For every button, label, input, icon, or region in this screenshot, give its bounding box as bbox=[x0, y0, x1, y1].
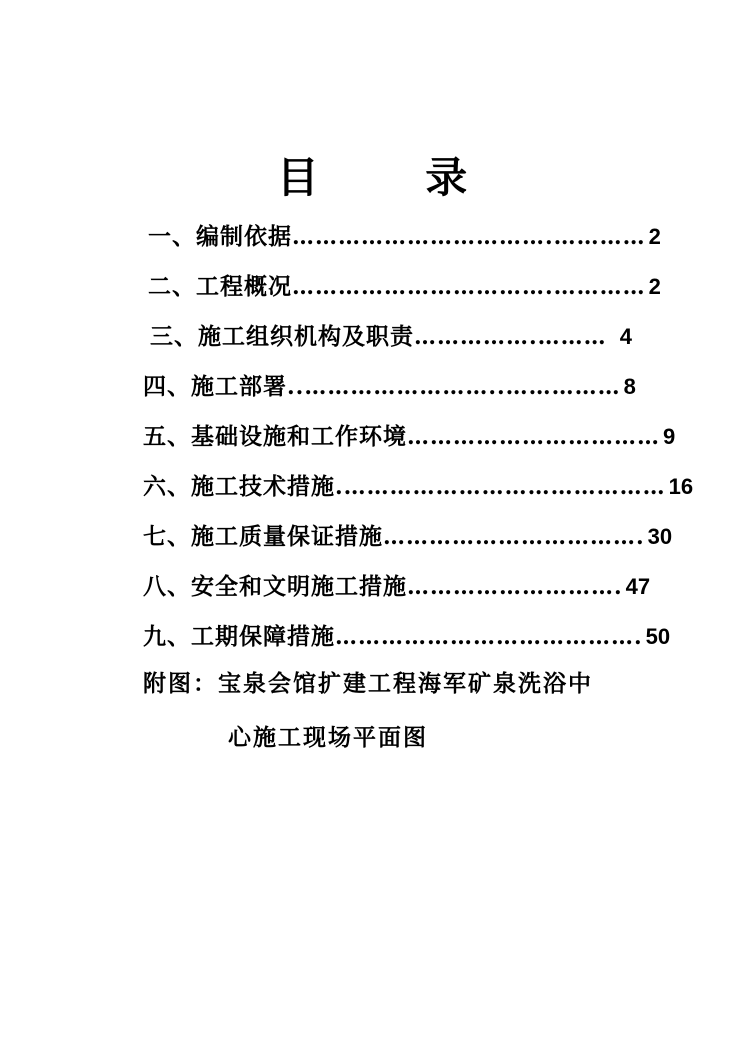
toc-entry-label: 一、编制依据 bbox=[148, 224, 292, 250]
toc-leader-dots: ……………………………. bbox=[383, 524, 645, 550]
toc-entry-7[interactable] bbox=[143, 520, 673, 554]
toc-entry-8[interactable] bbox=[143, 570, 651, 604]
toc-entry-label: 三、施工组织机构及职责 bbox=[150, 324, 414, 350]
toc-entry-label: 八、安全和文明施工措施 bbox=[143, 574, 407, 600]
toc-entry-9[interactable] bbox=[143, 620, 671, 654]
toc-entry-4[interactable] bbox=[143, 370, 636, 404]
toc-entry-label: 二、工程概况 bbox=[148, 274, 292, 300]
toc-page-number: 16 bbox=[668, 474, 694, 499]
toc-leader-dots: …………………………….………… bbox=[292, 274, 646, 300]
toc-page-number: 8 bbox=[623, 374, 636, 399]
toc-page-number: 9 bbox=[663, 424, 676, 449]
toc-page-number: 2 bbox=[648, 224, 661, 249]
toc-entry-6[interactable] bbox=[143, 470, 694, 504]
toc-leader-dots: …………………………… bbox=[407, 424, 660, 450]
toc-leader-dots: …………….……… bbox=[414, 324, 607, 350]
toc-entry-3[interactable] bbox=[150, 320, 632, 354]
toc-entry-label: 七、施工质量保证措施 bbox=[143, 524, 383, 550]
toc-entry-label: 六、施工技术措施 bbox=[143, 474, 335, 500]
toc-page-number: 30 bbox=[647, 524, 673, 549]
toc-entry-label: 五、基础设施和工作环境 bbox=[143, 424, 407, 450]
toc-leader-dots: …………………………………. bbox=[335, 624, 643, 650]
toc-entry-label: 九、工期保障措施 bbox=[143, 624, 335, 650]
toc-entry-1[interactable] bbox=[148, 220, 661, 254]
toc-leader-dots: .…………………………………… bbox=[335, 474, 666, 500]
toc-page-number: 50 bbox=[645, 624, 671, 649]
toc-leader-dots: ………………………. bbox=[407, 574, 623, 600]
toc-page-number: 4 bbox=[619, 324, 632, 349]
toc-page-number: 47 bbox=[625, 574, 651, 599]
toc-page-number: 2 bbox=[648, 274, 661, 299]
appendix-entry[interactable]: 附图：宝泉会馆扩建工程海军矿泉洗浴中 bbox=[143, 671, 593, 697]
toc-leader-dots: …………………………….………… bbox=[292, 224, 646, 250]
appendix-entry-continued[interactable]: 心施工现场平面图 bbox=[228, 725, 428, 751]
toc-leader-dots: ..……………………..…………… bbox=[287, 374, 621, 400]
toc-entry-5[interactable] bbox=[143, 420, 676, 454]
toc-entry-2[interactable] bbox=[148, 270, 661, 304]
toc-entry-label: 四、施工部署 bbox=[143, 374, 287, 400]
page-title: 目 录 bbox=[276, 153, 514, 202]
